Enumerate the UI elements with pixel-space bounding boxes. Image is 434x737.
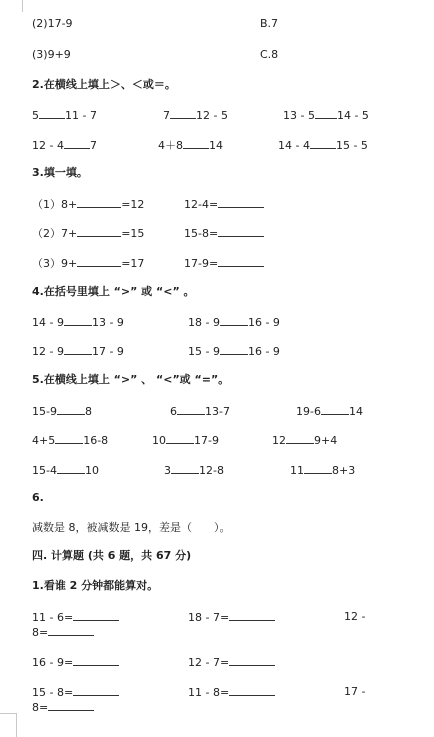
compare-item: 14 - 9 13 - 9: [32, 316, 124, 329]
compare-item: 4＋8 14: [158, 139, 223, 152]
answer-blank[interactable]: [229, 610, 275, 621]
answer-blank[interactable]: [220, 344, 248, 355]
answer-blank[interactable]: [73, 610, 119, 621]
option-question-3: (3)9+9: [32, 48, 71, 61]
fill-item: （3）9+ =17: [32, 257, 145, 270]
compare-item: 4+5 16-8: [32, 434, 109, 447]
answer-blank[interactable]: [218, 226, 264, 237]
answer-blank[interactable]: [57, 463, 85, 474]
answer-blank[interactable]: [177, 404, 205, 415]
calc-item: 8=: [32, 625, 94, 640]
compare-item: 7 12 - 5: [163, 109, 228, 122]
calc-item: 17 -: [344, 685, 366, 698]
answer-blank[interactable]: [55, 433, 83, 444]
page-corner-mark: [22, 0, 23, 12]
answer-blank[interactable]: [48, 700, 94, 711]
calc-item: 12 - 7=: [188, 655, 275, 670]
answer-blank[interactable]: [218, 256, 264, 267]
fill-item: 17-9=: [184, 256, 264, 271]
answer-blank[interactable]: [77, 226, 121, 237]
compare-item: 15-9 8: [32, 405, 92, 418]
compare-item: 14 - 4 15 - 5: [278, 139, 368, 152]
section-2-title: 2.在横线上填上＞、＜或＝。: [32, 78, 176, 91]
answer-blank[interactable]: [39, 108, 65, 119]
answer-blank[interactable]: [77, 256, 121, 267]
answer-blank[interactable]: [183, 138, 209, 149]
answer-blank[interactable]: [48, 625, 94, 636]
compare-item: 10 17-9: [152, 434, 219, 447]
answer-blank[interactable]: [310, 138, 336, 149]
answer-blank[interactable]: [64, 138, 90, 149]
section-4-title: 4.在括号里填上 “>” 或 “<” 。: [32, 285, 195, 298]
fill-item: （2）7+ =15: [32, 227, 145, 240]
answer-blank[interactable]: [315, 108, 337, 119]
section-6-text: 减数是 8，被减数是 19，差是（ ）。: [32, 521, 231, 534]
answer-blank[interactable]: [170, 108, 196, 119]
answer-blank[interactable]: [304, 463, 332, 474]
page-corner-mark: [16, 713, 17, 737]
compare-item: 13 - 5 14 - 5: [283, 109, 369, 122]
answer-blank[interactable]: [229, 685, 275, 696]
compare-item: 12 - 9 17 - 9: [32, 345, 124, 358]
answer-blank[interactable]: [77, 197, 121, 208]
answer-blank[interactable]: [286, 433, 314, 444]
compare-item: 12 9+4: [272, 434, 338, 447]
option-question-2: (2)17-9: [32, 17, 73, 30]
section-3-title: 3.填一填。: [32, 166, 88, 179]
calc-item: 12 -: [344, 610, 366, 623]
compare-item: 5 11 - 7: [32, 109, 97, 122]
section-5-title: 5.在横线上填上 “>” 、 “<”或 “=”。: [32, 373, 230, 386]
fill-item: 15-8=: [184, 226, 264, 241]
answer-blank[interactable]: [73, 685, 119, 696]
compare-item: 12 - 4 7: [32, 139, 97, 152]
answer-blank[interactable]: [64, 344, 92, 355]
answer-blank[interactable]: [229, 655, 275, 666]
answer-blank[interactable]: [57, 404, 85, 415]
compare-item: 11 8+3: [290, 464, 356, 477]
calc-item: 11 - 6=: [32, 610, 119, 625]
calc-item: 18 - 7=: [188, 610, 275, 625]
compare-item: 19-6 14: [296, 405, 363, 418]
part-4-title: 四. 计算题 (共 6 题，共 67 分): [32, 549, 192, 562]
compare-item: 3 12-8: [164, 464, 224, 477]
calc-item: 8=: [32, 700, 94, 715]
compare-item: 15-4 10: [32, 464, 99, 477]
answer-blank[interactable]: [73, 655, 119, 666]
calc-item: 16 - 9=: [32, 655, 119, 670]
compare-item: 6 13-7: [170, 405, 230, 418]
option-answer-b: B.7: [260, 17, 279, 30]
fill-item: （1）8+ =12: [32, 198, 145, 211]
calc-item: 11 - 8=: [188, 685, 275, 700]
answer-blank[interactable]: [171, 463, 199, 474]
page-corner-mark: [0, 713, 16, 714]
fill-item: 12-4=: [184, 197, 264, 212]
answer-blank[interactable]: [220, 315, 248, 326]
compare-item: 15 - 9 16 - 9: [188, 345, 280, 358]
answer-blank[interactable]: [218, 197, 264, 208]
compare-item: 18 - 9 16 - 9: [188, 316, 280, 329]
calc-1-title: 1.看谁 2 分钟都能算对。: [32, 579, 159, 592]
answer-blank[interactable]: [321, 404, 349, 415]
option-answer-c: C.8: [260, 48, 279, 61]
calc-item: 15 - 8=: [32, 685, 119, 700]
section-6-title: 6.: [32, 491, 44, 504]
answer-blank[interactable]: [166, 433, 194, 444]
answer-blank[interactable]: [64, 315, 92, 326]
